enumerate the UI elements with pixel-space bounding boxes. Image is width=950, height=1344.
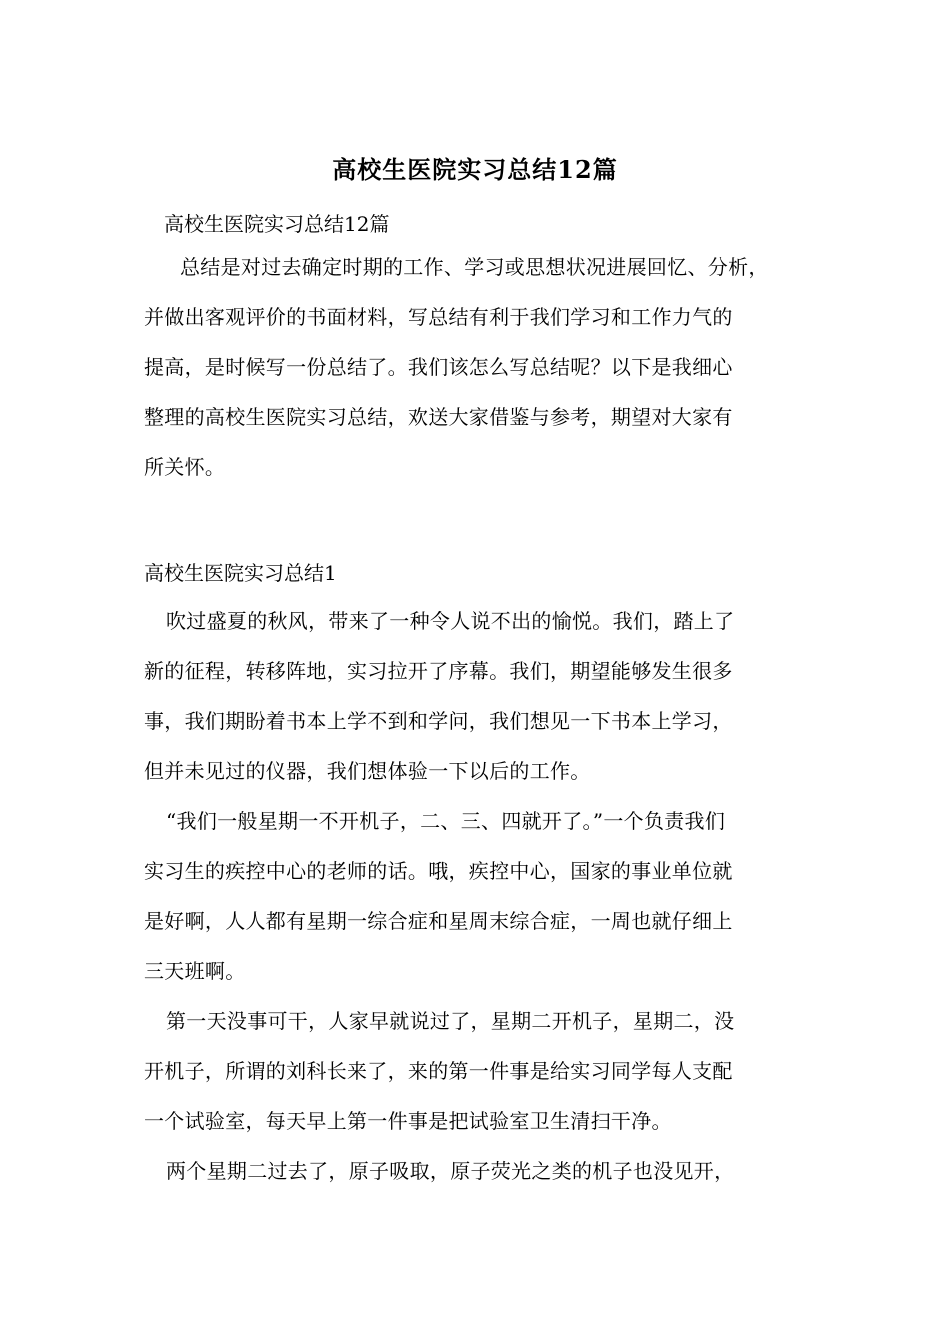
paragraph-line: 第一天没事可干，人家早就说过了，星期二开机子，星期二，没 xyxy=(166,1009,735,1033)
body-paragraph xyxy=(144,796,824,996)
paragraph-line: “我们一般星期一不开机子，二、三、四就开了。”一个负责我们 xyxy=(166,809,726,833)
paragraph-line: 是好啊，人人都有星期一综合症和星周末综合症，一周也就仔细上 xyxy=(144,909,733,933)
paragraph-line: 实习生的疾控中心的老师的话。哦，疾控中心，国家的事业单位就 xyxy=(144,859,733,883)
body-paragraph xyxy=(144,1146,824,1196)
paragraph-line: 吹过盛夏的秋风，带来了一种令人说不出的愉悦。我们，踏上了 xyxy=(166,609,735,633)
paragraph-line: 新的征程，转移阵地，实习拉开了序幕。我们，期望能够发生很多 xyxy=(144,659,733,683)
paragraph-line: 两个星期二过去了，原子吸取，原子荧光之类的机子也没见开， xyxy=(166,1159,735,1183)
intro-line: 总结是对过去确定时期的工作、学习或思想状况进展回忆、分析， xyxy=(180,255,769,279)
document-subtitle: 高校生医院实习总结12篇 xyxy=(164,212,390,236)
paragraph-line: 事，我们期盼着书本上学不到和学问，我们想见一下书本上学习， xyxy=(144,709,733,733)
intro-line: 所关怀。 xyxy=(144,455,226,479)
paragraph-line: 三天班啊。 xyxy=(144,959,246,983)
paragraph-line: 开机子，所谓的刘科长来了，来的第一件事是给实习同学每人支配 xyxy=(144,1059,733,1083)
body-paragraph xyxy=(144,596,824,796)
paragraph-line: 一个试验室，每天早上第一件事是把试验室卫生清扫干净。 xyxy=(144,1109,672,1133)
section-heading: 高校生医院实习总结1 xyxy=(144,561,337,585)
paragraph-line: 但并未见过的仪器，我们想体验一下以后的工作。 xyxy=(144,759,591,783)
body-paragraph xyxy=(144,996,824,1146)
document-title: 高校生医院实习总结12篇 xyxy=(332,155,618,184)
intro-paragraph xyxy=(144,242,824,492)
intro-line: 提高，是时候写一份总结了。我们该怎么写总结呢？以下是我细心 xyxy=(144,355,733,379)
intro-line: 并做出客观评价的书面材料，写总结有利于我们学习和工作力气的 xyxy=(144,305,733,329)
intro-line: 整理的高校生医院实习总结，欢送大家借鉴与参考，期望对大家有 xyxy=(144,405,733,429)
